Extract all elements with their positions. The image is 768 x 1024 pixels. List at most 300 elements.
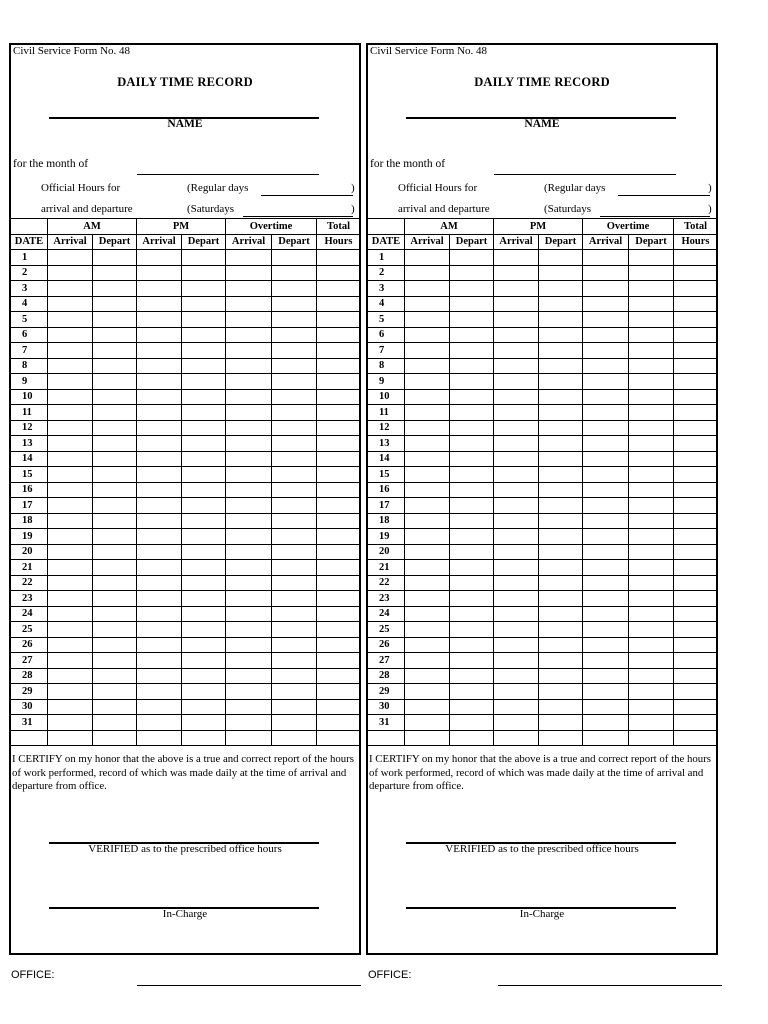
overtime-depart-cell <box>629 653 674 669</box>
table-row <box>11 575 361 591</box>
overtime-arrival-cell <box>583 591 629 607</box>
total-hours-cell <box>674 482 718 498</box>
overtime-depart-cell <box>629 374 674 390</box>
day-number: 6 <box>11 327 48 343</box>
saturdays-line <box>600 216 710 217</box>
table-row <box>368 606 718 622</box>
overtime-arrival-cell <box>583 529 629 545</box>
total-hours-cell <box>674 281 718 297</box>
pm-arrival-cell <box>137 420 182 436</box>
pm-arrival-cell <box>494 265 539 281</box>
table-row <box>368 265 718 281</box>
total-hours-cell <box>317 420 361 436</box>
am-arrival-cell <box>405 312 450 328</box>
pm-depart-cell <box>182 327 226 343</box>
day-number: 25 <box>11 622 48 638</box>
overtime-depart-cell <box>629 250 674 266</box>
table-row <box>11 281 361 297</box>
blank-cell <box>583 730 629 745</box>
total-hours-cell <box>317 699 361 715</box>
pm-depart-cell <box>539 622 583 638</box>
day-number: 2 <box>11 265 48 281</box>
name-label: NAME <box>524 118 560 130</box>
day-number: 23 <box>368 591 405 607</box>
overtime-depart-cell <box>272 405 317 421</box>
am-arrival-cell <box>405 668 450 684</box>
day-number: 20 <box>368 544 405 560</box>
day-number: 30 <box>11 699 48 715</box>
total-hours-cell <box>317 265 361 281</box>
overtime-arrival-cell <box>226 358 272 374</box>
table-row <box>11 653 361 669</box>
pm-arrival-cell <box>137 281 182 297</box>
am-depart-cell <box>93 389 137 405</box>
overtime-arrival-cell <box>226 637 272 653</box>
overtime-arrival-cell <box>583 482 629 498</box>
pm-depart-cell <box>539 606 583 622</box>
overtime-arrival-cell <box>583 436 629 452</box>
pm-depart-cell <box>539 389 583 405</box>
day-number: 27 <box>11 653 48 669</box>
pm-arrival-cell <box>494 250 539 266</box>
overtime-arrival-cell <box>226 374 272 390</box>
am-depart-cell <box>450 358 494 374</box>
table-row <box>368 544 718 560</box>
pm-arrival-cell <box>494 436 539 452</box>
pm-depart-cell <box>539 467 583 483</box>
am-depart-cell <box>450 374 494 390</box>
pm-arrival-cell <box>137 560 182 576</box>
am-arrival-cell <box>405 420 450 436</box>
day-number: 14 <box>11 451 48 467</box>
blank-cell <box>494 730 539 745</box>
table-row <box>368 513 718 529</box>
total-hours-cell <box>317 560 361 576</box>
am-depart-cell <box>93 358 137 374</box>
day-number: 21 <box>11 560 48 576</box>
table-row <box>11 684 361 700</box>
overtime-arrival-cell <box>226 529 272 545</box>
overtime-depart-cell <box>272 436 317 452</box>
pm-depart-cell <box>182 637 226 653</box>
overtime-depart-cell <box>272 684 317 700</box>
overtime-arrival-cell <box>226 606 272 622</box>
overtime-depart-cell <box>629 575 674 591</box>
pm-depart-cell <box>182 296 226 312</box>
am-arrival-cell <box>48 467 93 483</box>
total-hours-cell <box>674 513 718 529</box>
pm-arrival-cell <box>494 405 539 421</box>
day-number: 2 <box>368 265 405 281</box>
overtime-depart-cell <box>629 436 674 452</box>
day-number: 13 <box>11 436 48 452</box>
dtr-form-left <box>9 43 361 955</box>
blank-cell <box>629 730 674 745</box>
blank-cell <box>93 730 137 745</box>
arrival-departure-label: arrival and departure <box>398 203 490 215</box>
am-arrival-cell <box>405 575 450 591</box>
am-depart-cell <box>450 606 494 622</box>
pm-arrival-cell <box>137 265 182 281</box>
day-number: 14 <box>368 451 405 467</box>
blank-cell <box>405 730 450 745</box>
am-depart-cell <box>450 513 494 529</box>
pm-depart-cell <box>182 250 226 266</box>
table-row <box>368 436 718 452</box>
pm-arrival-cell <box>494 668 539 684</box>
am-arrival-cell <box>405 358 450 374</box>
table-row <box>11 622 361 638</box>
am-arrival-cell <box>405 591 450 607</box>
pm-depart-cell <box>182 498 226 514</box>
am-arrival-cell <box>405 637 450 653</box>
pm-depart-cell <box>539 653 583 669</box>
overtime-depart-cell <box>629 467 674 483</box>
overtime-depart-cell <box>272 250 317 266</box>
am-arrival-cell <box>48 684 93 700</box>
overtime-arrival-cell <box>226 312 272 328</box>
am-arrival-cell <box>48 250 93 266</box>
am-arrival-header: Arrival <box>48 234 93 250</box>
am-depart-cell <box>450 451 494 467</box>
pm-arrival-cell <box>494 281 539 297</box>
am-arrival-cell <box>405 699 450 715</box>
am-header: AM <box>405 219 494 235</box>
pm-arrival-cell <box>494 451 539 467</box>
total-hours-cell <box>674 405 718 421</box>
blank-row <box>11 730 361 745</box>
overtime-arrival-cell <box>583 296 629 312</box>
total-hours-cell <box>674 358 718 374</box>
table-row <box>11 591 361 607</box>
day-number: 4 <box>11 296 48 312</box>
am-arrival-cell <box>405 467 450 483</box>
pm-arrival-cell <box>137 389 182 405</box>
pm-depart-cell <box>182 265 226 281</box>
day-number: 4 <box>368 296 405 312</box>
am-depart-cell <box>450 405 494 421</box>
am-depart-cell <box>93 250 137 266</box>
overtime-arrival-cell <box>583 606 629 622</box>
am-arrival-cell <box>48 358 93 374</box>
arrival-departure-label: arrival and departure <box>41 203 133 215</box>
overtime-arrival-cell <box>583 560 629 576</box>
pm-arrival-cell <box>494 637 539 653</box>
am-depart-header: Depart <box>450 234 494 250</box>
am-arrival-cell <box>405 296 450 312</box>
am-depart-cell <box>93 684 137 700</box>
overtime-arrival-header: Arrival <box>226 234 272 250</box>
am-arrival-cell <box>405 451 450 467</box>
overtime-arrival-cell <box>583 389 629 405</box>
am-depart-cell <box>450 296 494 312</box>
overtime-depart-cell <box>272 715 317 731</box>
overtime-depart-cell <box>629 668 674 684</box>
total-hours-cell <box>317 389 361 405</box>
overtime-arrival-cell <box>226 684 272 700</box>
pm-arrival-cell <box>137 653 182 669</box>
overtime-arrival-cell <box>226 715 272 731</box>
pm-arrival-cell <box>494 467 539 483</box>
overtime-arrival-cell <box>226 482 272 498</box>
total-hours-cell <box>674 498 718 514</box>
pm-depart-cell <box>539 451 583 467</box>
time-record-table <box>367 218 718 746</box>
table-row <box>368 467 718 483</box>
am-depart-cell <box>93 436 137 452</box>
pm-depart-cell <box>539 684 583 700</box>
am-arrival-cell <box>405 544 450 560</box>
day-number: 29 <box>368 684 405 700</box>
overtime-depart-cell <box>272 467 317 483</box>
overtime-arrival-cell <box>226 513 272 529</box>
pm-depart-cell <box>539 296 583 312</box>
am-arrival-cell <box>405 281 450 297</box>
am-depart-cell <box>450 436 494 452</box>
table-row <box>11 451 361 467</box>
total-hours-cell <box>674 560 718 576</box>
overtime-header: Overtime <box>583 219 674 235</box>
overtime-depart-cell <box>272 281 317 297</box>
overtime-depart-cell <box>272 560 317 576</box>
pm-arrival-cell <box>494 529 539 545</box>
overtime-arrival-cell <box>226 467 272 483</box>
table-row <box>368 529 718 545</box>
overtime-arrival-cell <box>226 296 272 312</box>
table-row <box>368 699 718 715</box>
table-row <box>368 296 718 312</box>
total-hours-cell <box>317 668 361 684</box>
am-depart-cell <box>93 591 137 607</box>
day-number: 26 <box>11 637 48 653</box>
day-number: 24 <box>11 606 48 622</box>
am-depart-cell <box>93 405 137 421</box>
am-depart-cell <box>450 343 494 359</box>
day-number: 20 <box>11 544 48 560</box>
am-depart-cell <box>93 374 137 390</box>
overtime-arrival-cell <box>583 513 629 529</box>
am-arrival-cell <box>405 715 450 731</box>
day-number: 3 <box>11 281 48 297</box>
form-title: DAILY TIME RECORD <box>117 75 253 89</box>
pm-arrival-cell <box>137 436 182 452</box>
date-header: DATE <box>11 234 48 250</box>
am-depart-cell <box>93 420 137 436</box>
overtime-depart-cell <box>629 281 674 297</box>
pm-depart-cell <box>182 343 226 359</box>
am-depart-cell <box>93 482 137 498</box>
total-hours-cell <box>674 451 718 467</box>
am-arrival-header: Arrival <box>405 234 450 250</box>
month-label: for the month of <box>13 158 89 170</box>
am-arrival-cell <box>48 312 93 328</box>
saturdays-paren: ) <box>708 203 712 215</box>
overtime-depart-cell <box>629 529 674 545</box>
total-hours-cell <box>674 653 718 669</box>
pm-depart-cell <box>182 715 226 731</box>
day-number: 11 <box>368 405 405 421</box>
day-number: 9 <box>368 374 405 390</box>
overtime-depart-cell <box>629 715 674 731</box>
am-depart-cell <box>450 715 494 731</box>
saturdays-label: (Saturdays <box>544 203 592 215</box>
office-line <box>498 985 722 986</box>
pm-depart-cell <box>182 560 226 576</box>
header-row-groups <box>11 219 361 235</box>
am-arrival-cell <box>48 560 93 576</box>
pm-arrival-cell <box>494 312 539 328</box>
form-title: DAILY TIME RECORD <box>474 75 610 89</box>
overtime-depart-cell <box>272 513 317 529</box>
pm-arrival-header: Arrival <box>137 234 182 250</box>
overtime-arrival-cell <box>583 327 629 343</box>
am-depart-cell <box>450 312 494 328</box>
overtime-depart-cell <box>629 296 674 312</box>
day-number: 18 <box>368 513 405 529</box>
am-arrival-cell <box>405 622 450 638</box>
overtime-depart-cell <box>629 358 674 374</box>
table-row <box>368 637 718 653</box>
am-depart-cell <box>93 265 137 281</box>
am-depart-cell <box>93 529 137 545</box>
pm-arrival-cell <box>137 343 182 359</box>
table-row <box>368 281 718 297</box>
pm-depart-cell <box>182 684 226 700</box>
am-arrival-cell <box>48 389 93 405</box>
day-number: 12 <box>11 420 48 436</box>
pm-arrival-cell <box>137 451 182 467</box>
overtime-depart-header: Depart <box>272 234 317 250</box>
pm-arrival-cell <box>137 529 182 545</box>
overtime-arrival-cell <box>583 312 629 328</box>
total-hours-cell <box>674 250 718 266</box>
pm-depart-cell <box>539 560 583 576</box>
table-row <box>368 389 718 405</box>
pm-depart-cell <box>182 436 226 452</box>
table-row <box>368 312 718 328</box>
overtime-arrival-cell <box>226 653 272 669</box>
regular-days-paren: ) <box>351 182 355 194</box>
day-number: 9 <box>11 374 48 390</box>
table-row <box>11 482 361 498</box>
overtime-depart-cell <box>629 560 674 576</box>
total-hours-cell <box>317 653 361 669</box>
overtime-depart-cell <box>629 513 674 529</box>
am-depart-cell <box>93 343 137 359</box>
am-arrival-cell <box>405 250 450 266</box>
pm-depart-cell <box>182 699 226 715</box>
table-row <box>11 312 361 328</box>
am-arrival-cell <box>405 560 450 576</box>
day-number: 17 <box>368 498 405 514</box>
am-arrival-cell <box>48 513 93 529</box>
pm-arrival-cell <box>137 668 182 684</box>
am-arrival-cell <box>48 591 93 607</box>
overtime-depart-cell <box>629 265 674 281</box>
pm-arrival-cell <box>494 699 539 715</box>
form-number: Civil Service Form No. 48 <box>13 45 131 57</box>
table-row <box>11 668 361 684</box>
pm-arrival-cell <box>137 312 182 328</box>
day-number: 15 <box>368 467 405 483</box>
pm-depart-cell <box>182 653 226 669</box>
blank-cell <box>137 730 182 745</box>
total-hours-cell <box>674 575 718 591</box>
am-depart-cell <box>93 312 137 328</box>
total-hours-cell <box>317 544 361 560</box>
am-depart-cell <box>93 498 137 514</box>
saturdays-label: (Saturdays <box>187 203 235 215</box>
blank-cell <box>317 730 361 745</box>
overtime-depart-cell <box>629 637 674 653</box>
pm-depart-header: Depart <box>539 234 583 250</box>
am-arrival-cell <box>48 622 93 638</box>
overtime-arrival-cell <box>226 265 272 281</box>
pm-depart-cell <box>539 405 583 421</box>
blank-cell <box>48 730 93 745</box>
am-depart-cell <box>450 591 494 607</box>
overtime-depart-cell <box>272 482 317 498</box>
pm-depart-cell <box>182 451 226 467</box>
blank-cell <box>11 730 48 745</box>
total-hours-cell <box>317 436 361 452</box>
pm-header: PM <box>137 219 226 235</box>
am-arrival-cell <box>48 405 93 421</box>
total-header: Total <box>674 219 718 235</box>
overtime-depart-cell <box>629 343 674 359</box>
total-hours-cell <box>317 374 361 390</box>
total-hours-cell <box>674 312 718 328</box>
am-arrival-cell <box>48 343 93 359</box>
am-depart-cell <box>93 575 137 591</box>
pm-depart-cell <box>539 374 583 390</box>
overtime-arrival-cell <box>583 358 629 374</box>
table-row <box>368 575 718 591</box>
overtime-arrival-cell <box>226 343 272 359</box>
total-hours-cell <box>317 606 361 622</box>
official-hours-label: Official Hours for <box>41 182 121 194</box>
am-depart-cell <box>450 420 494 436</box>
day-number: 29 <box>11 684 48 700</box>
am-depart-cell <box>450 467 494 483</box>
total-hours-cell <box>674 544 718 560</box>
pm-depart-cell <box>539 699 583 715</box>
pm-arrival-cell <box>137 482 182 498</box>
pm-arrival-cell <box>137 544 182 560</box>
table-row <box>11 606 361 622</box>
pm-depart-cell <box>182 513 226 529</box>
overtime-depart-cell <box>272 606 317 622</box>
total-hours-cell <box>674 591 718 607</box>
pm-depart-cell <box>182 575 226 591</box>
total-hours-cell <box>674 296 718 312</box>
pm-depart-cell <box>182 529 226 545</box>
overtime-arrival-cell <box>583 653 629 669</box>
blank-cell <box>182 730 226 745</box>
pm-depart-cell <box>539 544 583 560</box>
overtime-arrival-cell <box>226 622 272 638</box>
am-arrival-cell <box>48 451 93 467</box>
pm-arrival-cell <box>137 358 182 374</box>
day-number: 31 <box>368 715 405 731</box>
blank-cell <box>368 730 405 745</box>
table-row <box>368 591 718 607</box>
am-arrival-cell <box>48 482 93 498</box>
table-row <box>11 637 361 653</box>
table-row <box>11 265 361 281</box>
office-line <box>137 985 361 986</box>
am-arrival-cell <box>405 606 450 622</box>
